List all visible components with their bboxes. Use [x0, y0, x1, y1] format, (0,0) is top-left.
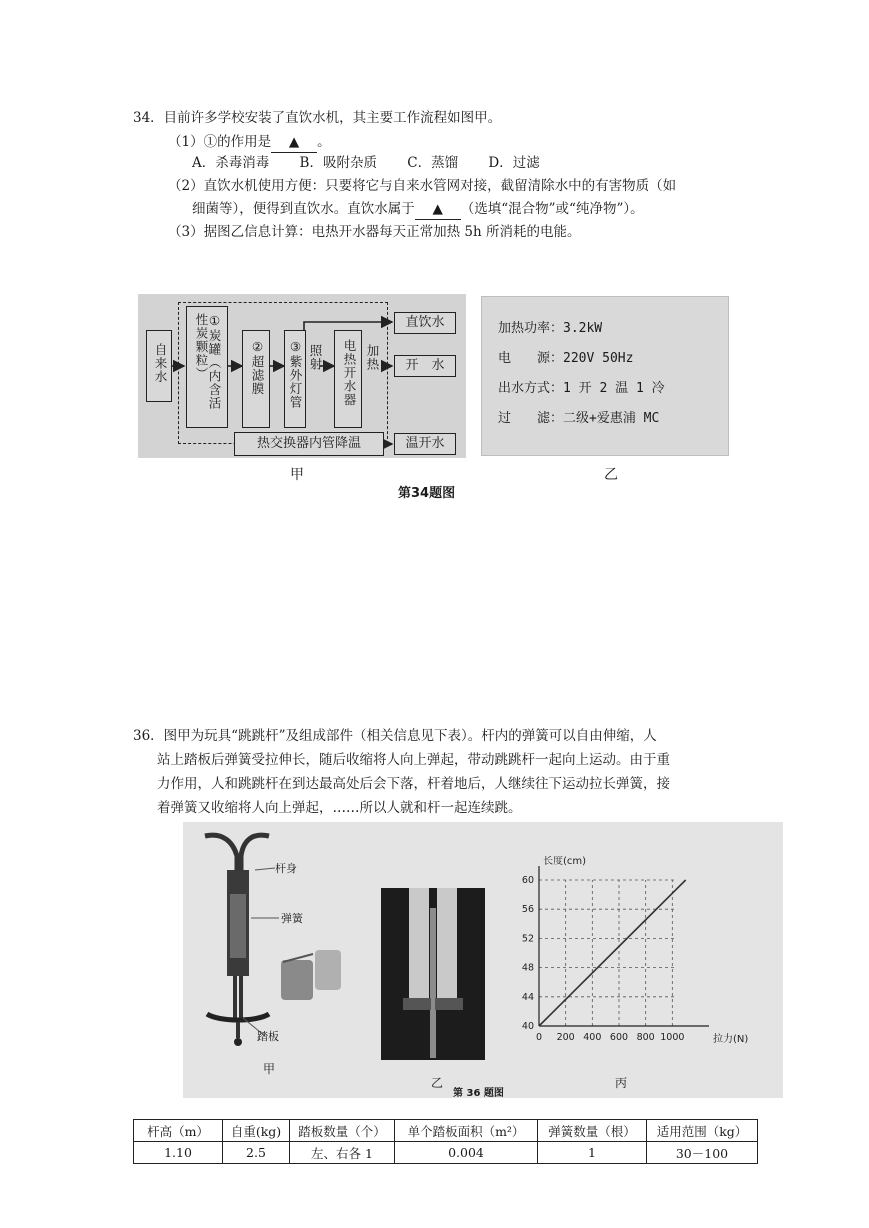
heat-exchanger-box: 热交换器内管降温 — [234, 432, 384, 456]
y-tick-label: 44 — [521, 991, 534, 1003]
spec-outlet-mode: 出水方式：1 开 2 温 1 冷 — [498, 381, 665, 396]
y-tick-label: 60 — [521, 875, 534, 886]
person-silhouette — [381, 888, 485, 1060]
td-self-weight: 2.5 — [223, 1142, 290, 1164]
electric-boiler-box: 电热开水器 — [334, 330, 362, 428]
q34-part2-line1: （2）直饮水机使用方便：只要将它与自来水管网对接，截留清除水中的有害物质（如 — [168, 178, 677, 194]
label-rod-body: 杆身 — [275, 862, 297, 875]
td-load-range: 30－100 — [647, 1142, 758, 1164]
spec-power-supply: 电 源：220V 50Hz — [498, 351, 634, 366]
series-line — [539, 880, 686, 1026]
q34-part1-suffix: 。 — [317, 134, 331, 150]
th-pedal-area: 单个踏板面积（m²） — [395, 1120, 538, 1142]
q34-part2-suffix: （选填“混合物”或“纯净物”）。 — [460, 201, 644, 217]
fig36-bing-label: 丙 — [615, 1076, 628, 1090]
carbon-tank-box: ①炭罐（内含活性炭颗粒） — [186, 306, 228, 428]
q34-part1-answer-blank[interactable]: ▲ — [271, 132, 317, 153]
spec-filtration: 过 滤：二级+爱惠浦 MC — [498, 411, 660, 426]
pogo-stick-drawing — [183, 822, 363, 1098]
th-rod-height: 杆高（m） — [134, 1120, 223, 1142]
table-header-row — [134, 1120, 758, 1142]
fig34-caption: 第34题图 — [398, 486, 456, 501]
y-tick-label: 52 — [521, 933, 534, 945]
tap-water-box: 自来水 — [146, 330, 172, 402]
q34-option-a[interactable]: A．杀毒消毒 — [192, 155, 270, 171]
y-axis-title: 长度(cm) — [543, 856, 587, 867]
q34-option-c[interactable]: C．蒸馏 — [407, 155, 459, 171]
label-pedal: 踏板 — [257, 1030, 279, 1043]
irradiate-label: 照射 — [308, 344, 323, 371]
q34-stem: 34．目前许多学校安装了直饮水机，其主要工作流程如图甲。 — [133, 110, 502, 126]
q34-option-d[interactable]: D．过滤 — [488, 155, 540, 171]
fig34-jia-flow-diagram — [138, 294, 466, 458]
y-tick-label: 48 — [521, 962, 534, 974]
td-pedal-area: 0.004 — [395, 1142, 538, 1164]
th-self-weight: 自重(kg) — [223, 1120, 290, 1142]
q34-option-b[interactable]: B．吸附杂质 — [299, 155, 377, 171]
td-spring-count: 1 — [538, 1142, 647, 1164]
td-pedal-count: 左、右各 1 — [290, 1142, 395, 1164]
q34-part3: （3）据图乙信息计算：电热开水器每天正常加热 5h 所消耗的电能。 — [168, 224, 581, 240]
th-spring-count: 弹簧数量（根） — [538, 1120, 647, 1142]
q34-part2-line2 — [192, 199, 644, 220]
x-tick-label: 600 — [609, 1032, 629, 1043]
output-direct-drink-box: 直饮水 — [394, 312, 456, 334]
output-warm-water-box: 温开水 — [394, 433, 456, 455]
label-spring: 弹簧 — [281, 912, 303, 925]
person-jumping-photo — [381, 888, 485, 1060]
q34-part2-prefix: 细菌等），便得到直饮水。直饮水属于 — [192, 201, 415, 217]
q36-stem-line4: 着弹簧又收缩将人向上弹起，……所以人就和杆一起连续跳。 — [157, 800, 522, 816]
x-tick-label: 400 — [583, 1032, 602, 1043]
fig34-jia-label: 甲 — [290, 467, 304, 483]
x-tick-label: 0 — [535, 1032, 543, 1043]
q36-stem-line1: 36．图甲为玩具“跳跳杆”及组成部件（相关信息见下表）。杆内的弹簧可以自由伸缩，人 — [133, 728, 657, 744]
spring-length-chart — [509, 856, 773, 1074]
y-tick-label: 56 — [521, 904, 534, 916]
x-axis-title: 拉力(N) — [713, 1034, 749, 1045]
heating-label: 加热 — [365, 344, 380, 371]
fig36-jia-label: 甲 — [263, 1062, 276, 1076]
fig36-caption: 第 36 题图 — [453, 1088, 504, 1099]
fig36-yi-label: 乙 — [431, 1076, 444, 1090]
th-pedal-count: 踏板数量（个） — [290, 1120, 395, 1142]
table-row — [134, 1142, 758, 1164]
x-tick-label: 1000 — [660, 1032, 685, 1043]
q36-stem-line2: 站上踏板后弹簧受拉伸长，随后收缩将人向上弹起，带动跳跳杆一起向上运动。由于重 — [157, 752, 670, 768]
y-tick-label: 40 — [521, 1021, 534, 1032]
output-boiling-water-box: 开 水 — [394, 355, 456, 377]
ultrafiltration-box: ②超滤膜 — [242, 330, 270, 428]
td-rod-height: 1.10 — [134, 1142, 223, 1164]
fig36-figure — [183, 822, 783, 1098]
q34-options — [192, 153, 566, 173]
x-tick-label: 800 — [636, 1032, 655, 1043]
x-tick-label: 200 — [556, 1032, 575, 1043]
q36-stem-line3: 力作用，人和跳跳杆在到达最高处后会下落，杆着地后，人继续往下运动拉长弹簧，接 — [157, 776, 670, 792]
fig34-yi-spec-plate — [481, 296, 729, 456]
pogo-spec-table — [133, 1119, 758, 1164]
q34-part1 — [168, 132, 331, 153]
q34-part1-prefix: （1）①的作用是 — [168, 134, 272, 150]
uv-lamp-box: ③紫外灯管 — [284, 330, 306, 428]
fig34-yi-label: 乙 — [604, 467, 618, 483]
th-load-range: 适用范围（kg） — [647, 1120, 758, 1142]
spec-heating-power: 加热功率：3.2kW — [498, 321, 603, 336]
q34-part2-answer-blank[interactable]: ▲ — [415, 199, 461, 220]
